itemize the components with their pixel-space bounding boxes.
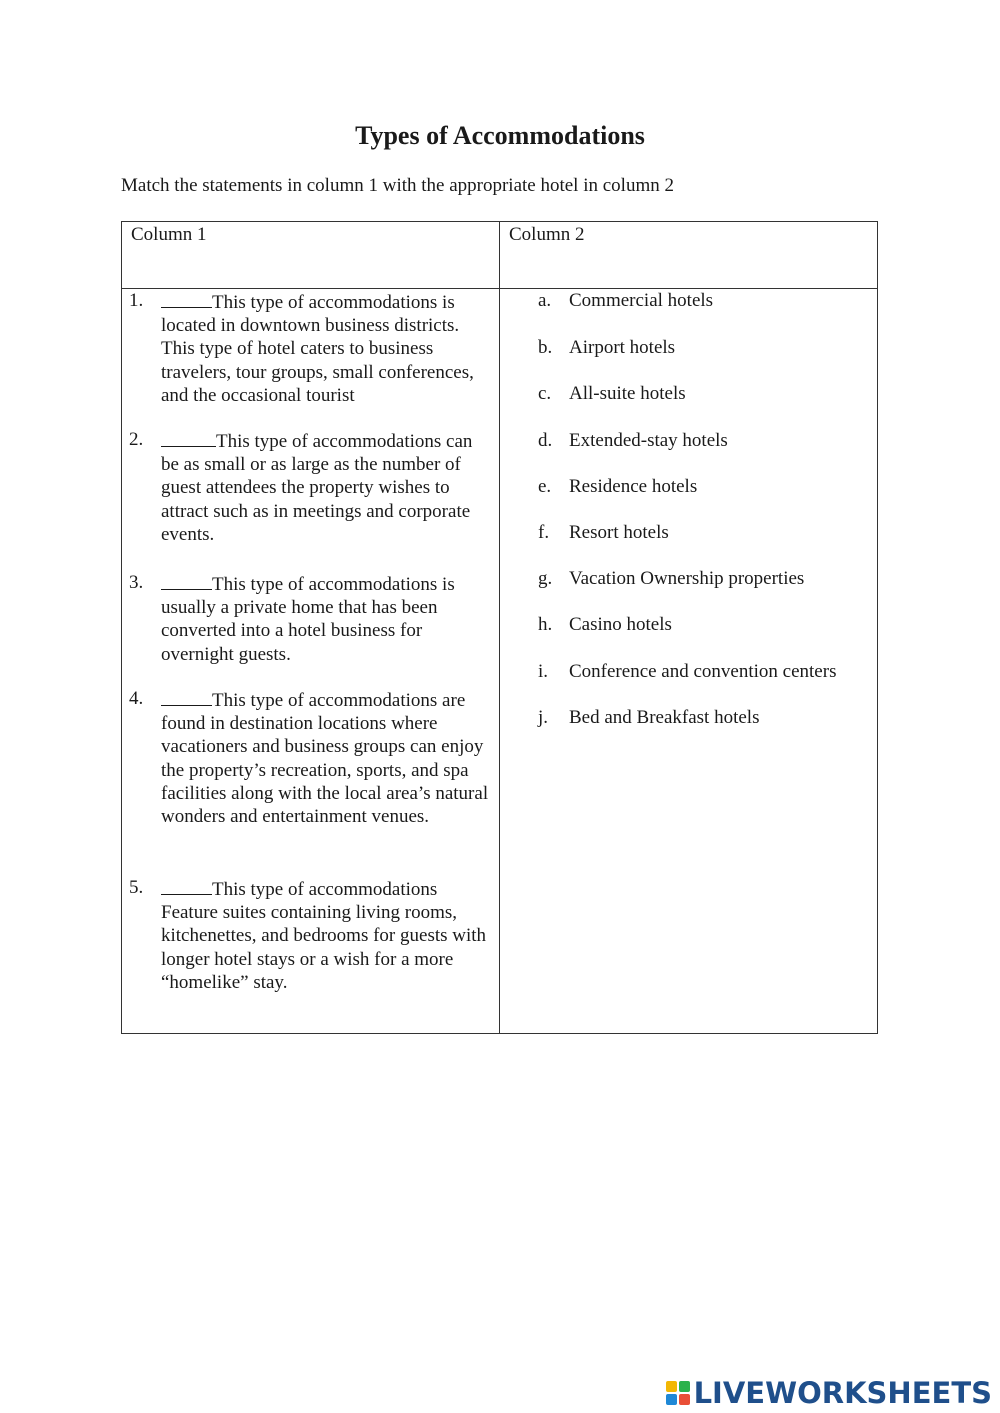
matching-table (121, 221, 878, 1034)
option-g (538, 566, 804, 592)
statement-number: 2. (129, 429, 144, 450)
logo-tile (679, 1381, 690, 1392)
column-2-header: Column 2 (509, 224, 585, 245)
option-letter: h. (538, 614, 553, 635)
answer-blank-2[interactable] (161, 428, 216, 447)
statement-text: This type of accommodations is located in downtown business districts. This type of hotel caters to business travelers, tour groups, small conferences, and the occasional tourist (161, 292, 474, 406)
option-text: All-suite hotels (569, 383, 686, 404)
column-divider (499, 222, 500, 1033)
option-a (538, 288, 713, 314)
option-text: Commercial hotels (569, 290, 714, 311)
statement-5 (129, 876, 491, 994)
statement-4 (129, 687, 491, 828)
statement-text: This type of accommodations Feature suites containing living rooms, kitchenettes, and bedrooms for guests with longer hotel stays or a wish for a more “homelike” stay. (161, 879, 487, 993)
column-1-header: Column 1 (131, 224, 207, 245)
logo-tile (666, 1394, 677, 1405)
option-letter: e. (538, 476, 552, 497)
option-j (538, 705, 759, 731)
option-text: Bed and Breakfast hotels (569, 707, 760, 728)
option-letter: i. (538, 661, 549, 682)
liveworksheets-logo-icon (666, 1381, 690, 1405)
statement-number: 4. (129, 688, 144, 709)
statement-number: 3. (129, 572, 144, 593)
option-text: Extended-stay hotels (569, 430, 728, 451)
statement-1 (129, 289, 491, 407)
statement-text: This type of accommodations are found in destination locations where vacationers and business groups can enjoy the property’s recreation, sports, and spa facilities along with the local area’s natural wonders and entertainment venues. (161, 690, 489, 828)
logo-text: LIVEWORKSHEETS (693, 1376, 992, 1410)
option-c (538, 381, 686, 407)
option-text: Resort hotels (569, 522, 669, 543)
statement-2 (129, 428, 491, 546)
answer-blank-3[interactable] (161, 571, 212, 590)
answer-blank-5[interactable] (161, 876, 212, 895)
page-title: Types of Accommodations (355, 121, 645, 150)
option-letter: c. (538, 383, 552, 404)
option-text: Casino hotels (569, 614, 672, 635)
option-letter: d. (538, 430, 553, 451)
option-f (538, 520, 669, 546)
option-text: Residence hotels (569, 476, 698, 497)
option-text: Conference and convention centers (569, 661, 837, 682)
answer-blank-1[interactable] (161, 289, 212, 308)
statement-text: This type of accommodations can be as small or as large as the number of guest attendees the property wishes to attract such as in meetings and corporate events. (161, 431, 473, 545)
logo-tile (679, 1394, 690, 1405)
option-letter: b. (538, 337, 553, 358)
option-h (538, 612, 672, 638)
statement-number: 1. (129, 290, 144, 311)
option-letter: f. (538, 522, 550, 543)
liveworksheets-logo[interactable] (666, 1377, 992, 1409)
option-b (538, 335, 675, 361)
option-i (538, 659, 836, 685)
logo-tile (666, 1381, 677, 1392)
statement-number: 5. (129, 877, 144, 898)
option-letter: j. (538, 707, 549, 728)
option-text: Vacation Ownership properties (569, 568, 805, 589)
option-text: Airport hotels (569, 337, 676, 358)
option-letter: g. (538, 568, 553, 589)
option-d (538, 428, 728, 454)
option-e (538, 474, 697, 500)
instructions: Match the statements in column 1 with the appropriate hotel in column 2 (121, 175, 674, 196)
statement-text: This type of accommodations is usually a private home that has been converted into a hotel business for overnight guests. (161, 574, 455, 665)
option-letter: a. (538, 290, 552, 311)
answer-blank-4[interactable] (161, 687, 212, 706)
statement-3 (129, 571, 491, 666)
